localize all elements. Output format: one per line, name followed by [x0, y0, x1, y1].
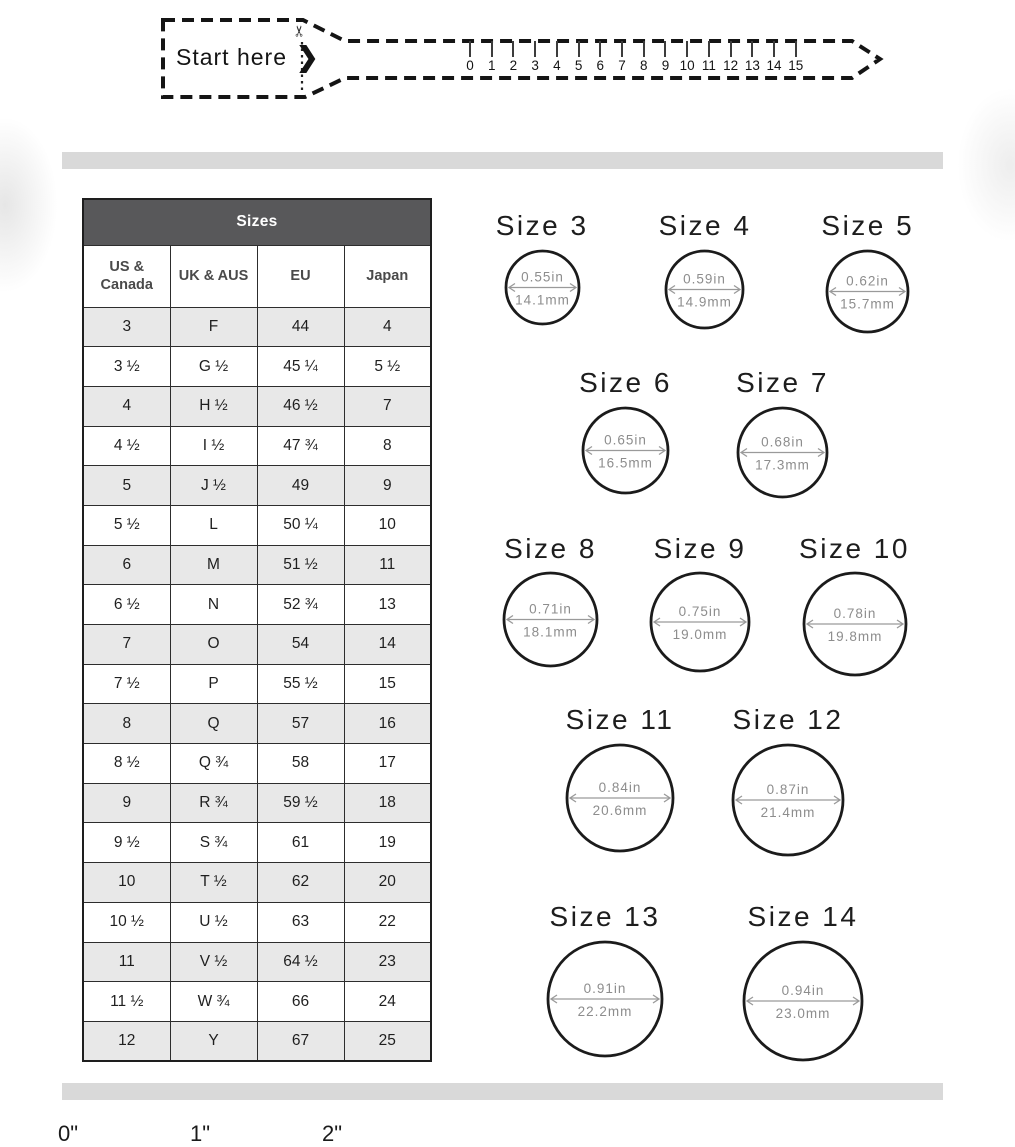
table-row	[83, 783, 431, 823]
tick-number: 6	[596, 58, 605, 73]
tick-number: 0	[466, 58, 474, 73]
table-cell: 25	[344, 1021, 431, 1061]
inch-mark-2: 2"	[322, 1121, 343, 1146]
table-cell: M	[170, 545, 257, 585]
diameter-inches: 0.55in	[520, 269, 564, 285]
table-cell: Q	[170, 704, 257, 744]
ruler-tick	[484, 41, 500, 73]
tick-number: 15	[788, 58, 804, 73]
tick-mark	[621, 41, 623, 57]
table-cell: 45 ¼	[257, 347, 344, 387]
table-row	[83, 823, 431, 863]
tick-number: 12	[723, 58, 739, 73]
ruler-tick	[549, 41, 565, 73]
table-cell: 20	[344, 863, 431, 903]
diameter-mm: 17.3mm	[755, 457, 810, 473]
table-cell: 13	[344, 585, 431, 625]
diameter-mm: 21.4mm	[760, 805, 816, 821]
table-cell: 66	[257, 982, 344, 1022]
table-cell: Y	[170, 1021, 257, 1061]
ring-size-item	[563, 705, 677, 855]
ring-size-label: Size 7	[736, 366, 829, 398]
diameter-inches: 0.87in	[766, 782, 810, 798]
diameter-inches: 0.78in	[833, 606, 876, 622]
ruler-tick	[614, 41, 630, 73]
tick-number: 2	[509, 58, 518, 73]
table-cell: 11	[344, 545, 431, 585]
diameter-mm: 22.2mm	[577, 1003, 633, 1019]
ring-circle	[729, 741, 847, 859]
tick-number: 11	[701, 58, 716, 73]
tick-mark	[686, 41, 688, 57]
table-title-row	[83, 199, 431, 245]
table-row	[83, 545, 431, 585]
table-cell: P	[170, 664, 257, 704]
ring-circle	[734, 404, 831, 501]
tick-mark	[512, 41, 514, 57]
diameter-inches: 0.59in	[683, 271, 727, 287]
tick-number: 1	[487, 58, 496, 73]
ruler-tick	[744, 41, 760, 73]
ring-size-item	[659, 211, 752, 332]
table-row	[83, 386, 431, 426]
table-cell: N	[170, 585, 257, 625]
table-row	[83, 902, 431, 942]
diameter-inches: 0.84in	[598, 780, 642, 796]
table-cell: 63	[257, 902, 344, 942]
ruler-tick	[701, 41, 717, 73]
table-cell: 8	[83, 704, 170, 744]
inch-mark-1: 1"	[190, 1121, 211, 1146]
table-row	[83, 982, 431, 1022]
ring-circle	[500, 569, 601, 670]
tick-mark	[708, 41, 710, 57]
tick-number: 14	[766, 58, 782, 73]
tick-mark	[730, 41, 732, 57]
tick-number: 7	[618, 58, 626, 73]
ruler-tick	[636, 41, 652, 73]
table-cell: S ¾	[170, 823, 257, 863]
ring-size-label: Size 6	[579, 366, 672, 398]
ring-size-item	[647, 534, 753, 676]
table-cell: G ½	[170, 347, 257, 387]
table-cell: 3	[83, 307, 170, 347]
ring-size-item	[544, 902, 666, 1060]
diameter-inches: 0.62in	[846, 273, 890, 289]
table-cell: 10	[344, 505, 431, 545]
table-cell: 59 ½	[257, 783, 344, 823]
table-cell: 4 ½	[83, 426, 170, 466]
ruler-ticks	[462, 41, 804, 73]
table-row	[83, 426, 431, 466]
table-cell: 49	[257, 466, 344, 506]
diameter-mm: 16.5mm	[598, 455, 653, 471]
inch-mark-0: 0"	[58, 1121, 79, 1146]
table-cell: W ¾	[170, 982, 257, 1022]
table-row	[83, 942, 431, 982]
ruler-tick	[592, 41, 608, 73]
tick-mark	[534, 41, 536, 57]
tick-number: 4	[553, 58, 561, 73]
table-cell: O	[170, 625, 257, 665]
ring-size-label: Size 4	[658, 210, 752, 241]
table-cell: 19	[344, 823, 431, 863]
tick-number: 3	[531, 58, 539, 73]
tick-mark	[469, 41, 471, 57]
table-row	[83, 625, 431, 665]
table-cell: 54	[257, 625, 344, 665]
table-row	[83, 744, 431, 784]
table-cell: 55 ½	[257, 664, 344, 704]
column-header: US & Canada	[83, 245, 170, 307]
ring-size-label: Size 14	[747, 901, 859, 933]
diameter-inches: 0.65in	[604, 432, 647, 448]
column-header: UK & AUS	[170, 245, 257, 307]
table-cell: I ½	[170, 426, 257, 466]
tick-number: 9	[661, 58, 670, 73]
tick-mark	[773, 41, 775, 57]
ruler-tick	[527, 41, 543, 73]
table-cell: 62	[257, 863, 344, 903]
tick-number: 13	[744, 58, 760, 73]
diameter-mm: 23.0mm	[775, 1005, 831, 1021]
table-row	[83, 704, 431, 744]
rings-panel	[455, 198, 955, 1064]
ring-size-item	[821, 211, 914, 336]
table-cell: 64 ½	[257, 942, 344, 982]
table-column-header-row	[83, 245, 431, 307]
ring-size-label: Size 3	[495, 210, 589, 241]
table-cell: 14	[344, 625, 431, 665]
ruler-tick	[723, 41, 739, 73]
tick-mark	[491, 41, 493, 57]
start-here-label	[176, 44, 320, 71]
ring-size-label: Size 9	[653, 532, 747, 564]
table-cell: 9	[344, 466, 431, 506]
divider-bar-top	[62, 152, 943, 169]
diameter-inches: 0.68in	[761, 434, 804, 450]
table-cell: 46 ½	[257, 386, 344, 426]
table-cell: 58	[257, 744, 344, 784]
ring-size-item	[579, 368, 672, 497]
table-cell: 3 ½	[83, 347, 170, 387]
table-cell: 8 ½	[83, 744, 170, 784]
tick-mark	[578, 41, 580, 57]
tick-mark	[795, 41, 797, 57]
table-cell: U ½	[170, 902, 257, 942]
tick-mark	[664, 41, 666, 57]
diameter-mm: 14.1mm	[514, 292, 570, 308]
ring-circle	[800, 569, 910, 679]
table-row	[83, 307, 431, 347]
ruler-tick	[788, 41, 804, 73]
page-edge-shadow-left	[0, 80, 80, 330]
table-cell: 8	[344, 426, 431, 466]
table-cell: 57	[257, 704, 344, 744]
diameter-inches: 0.75in	[678, 604, 722, 620]
table-cell: 22	[344, 902, 431, 942]
table-title: Sizes	[83, 199, 431, 245]
divider-bar-bottom	[62, 1083, 943, 1100]
ring-size-item	[500, 534, 601, 671]
table-cell: T ½	[170, 863, 257, 903]
table-cell: 6 ½	[83, 585, 170, 625]
ring-size-label: Size 12	[732, 704, 844, 736]
ring-circle	[544, 938, 666, 1060]
ring-row	[455, 902, 955, 1064]
ring-size-label: Size 13	[549, 901, 661, 933]
table-cell: 47 ¾	[257, 426, 344, 466]
table-cell: F	[170, 307, 257, 347]
table-cell: 17	[344, 744, 431, 784]
table-cell: J ½	[170, 466, 257, 506]
chevron-right-icon: ❯	[296, 42, 320, 72]
diameter-mm: 20.6mm	[592, 803, 648, 819]
ring-circle	[647, 569, 753, 675]
ring-row	[455, 534, 955, 680]
ring-size-label: Size 5	[821, 210, 915, 241]
tick-mark	[599, 41, 601, 57]
table-row	[83, 347, 431, 387]
table-row	[83, 1021, 431, 1061]
table-cell: 44	[257, 307, 344, 347]
ring-size-label: Size 10	[799, 532, 910, 564]
ring-row	[455, 705, 955, 859]
table-cell: 11	[83, 942, 170, 982]
ring-circle	[740, 938, 866, 1064]
table-cell: 10 ½	[83, 902, 170, 942]
table-cell: 4	[344, 307, 431, 347]
table-cell: 67	[257, 1021, 344, 1061]
tick-mark	[643, 41, 645, 57]
diameter-mm: 18.1mm	[523, 624, 578, 640]
table-cell: 7 ½	[83, 664, 170, 704]
ring-row	[455, 211, 955, 336]
tick-number: 8	[639, 58, 648, 73]
ring-circle	[662, 247, 747, 332]
table-cell: 51 ½	[257, 545, 344, 585]
diameter-mm: 19.0mm	[672, 627, 728, 643]
ring-circle	[502, 247, 583, 328]
ring-size-item	[740, 902, 866, 1064]
table-cell: 50 ¼	[257, 505, 344, 545]
diameter-inches: 0.71in	[529, 601, 572, 617]
table-row	[83, 505, 431, 545]
diameter-mm: 14.9mm	[677, 294, 733, 310]
ring-circle	[563, 741, 677, 855]
ruler-tick	[505, 41, 521, 73]
diameter-inches: 0.91in	[583, 980, 627, 996]
table-cell: Q ¾	[170, 744, 257, 784]
table-row	[83, 466, 431, 506]
table-cell: 10	[83, 863, 170, 903]
table-cell: 7	[344, 386, 431, 426]
ruler-tick	[657, 41, 673, 73]
table-cell: 5 ½	[344, 347, 431, 387]
diameter-inches: 0.94in	[781, 982, 825, 998]
table-cell: 24	[344, 982, 431, 1022]
ring-size-item	[799, 534, 910, 680]
table-row	[83, 863, 431, 903]
ruler-tick	[766, 41, 782, 73]
table-cell: 7	[83, 625, 170, 665]
table-cell: L	[170, 505, 257, 545]
table-cell: 6	[83, 545, 170, 585]
table-cell: 12	[83, 1021, 170, 1061]
table-cell: H ½	[170, 386, 257, 426]
table-cell: 5	[83, 466, 170, 506]
bottom-inch-ruler	[0, 1121, 1015, 1146]
ring-circle	[823, 247, 912, 336]
table-cell: 5 ½	[83, 505, 170, 545]
ring-row	[455, 368, 955, 501]
ruler-tick	[462, 41, 478, 73]
table-cell: 16	[344, 704, 431, 744]
tick-number: 5	[574, 58, 583, 73]
table-cell: 15	[344, 664, 431, 704]
table-cell: 23	[344, 942, 431, 982]
table-cell: 52 ¾	[257, 585, 344, 625]
ruler-tick	[571, 41, 587, 73]
table-cell: R ¾	[170, 783, 257, 823]
table-row	[83, 585, 431, 625]
diameter-mm: 15.7mm	[840, 296, 896, 312]
ring-size-item	[729, 705, 847, 859]
table-cell: V ½	[170, 942, 257, 982]
tick-mark	[751, 41, 753, 57]
table-cell: 61	[257, 823, 344, 863]
ring-size-item	[734, 368, 831, 501]
table-row	[83, 664, 431, 704]
table-cell: 4	[83, 386, 170, 426]
ring-size-item	[496, 211, 589, 328]
start-here-text: Start here	[176, 44, 287, 70]
ring-size-label: Size 8	[504, 532, 597, 564]
table-cell: 9 ½	[83, 823, 170, 863]
table-cell: 18	[344, 783, 431, 823]
scissors-icon: ✂	[291, 24, 309, 38]
column-header: Japan	[344, 245, 431, 307]
diameter-mm: 19.8mm	[827, 629, 882, 645]
column-header: EU	[257, 245, 344, 307]
sizes-table	[82, 198, 432, 1062]
table-cell: 9	[83, 783, 170, 823]
ring-size-label: Size 11	[565, 704, 675, 736]
tick-mark	[556, 41, 558, 57]
tick-number: 10	[679, 58, 695, 73]
table-body	[83, 307, 431, 1061]
ruler-tick	[679, 41, 695, 73]
ring-circle	[579, 404, 672, 497]
table-cell: 11 ½	[83, 982, 170, 1022]
